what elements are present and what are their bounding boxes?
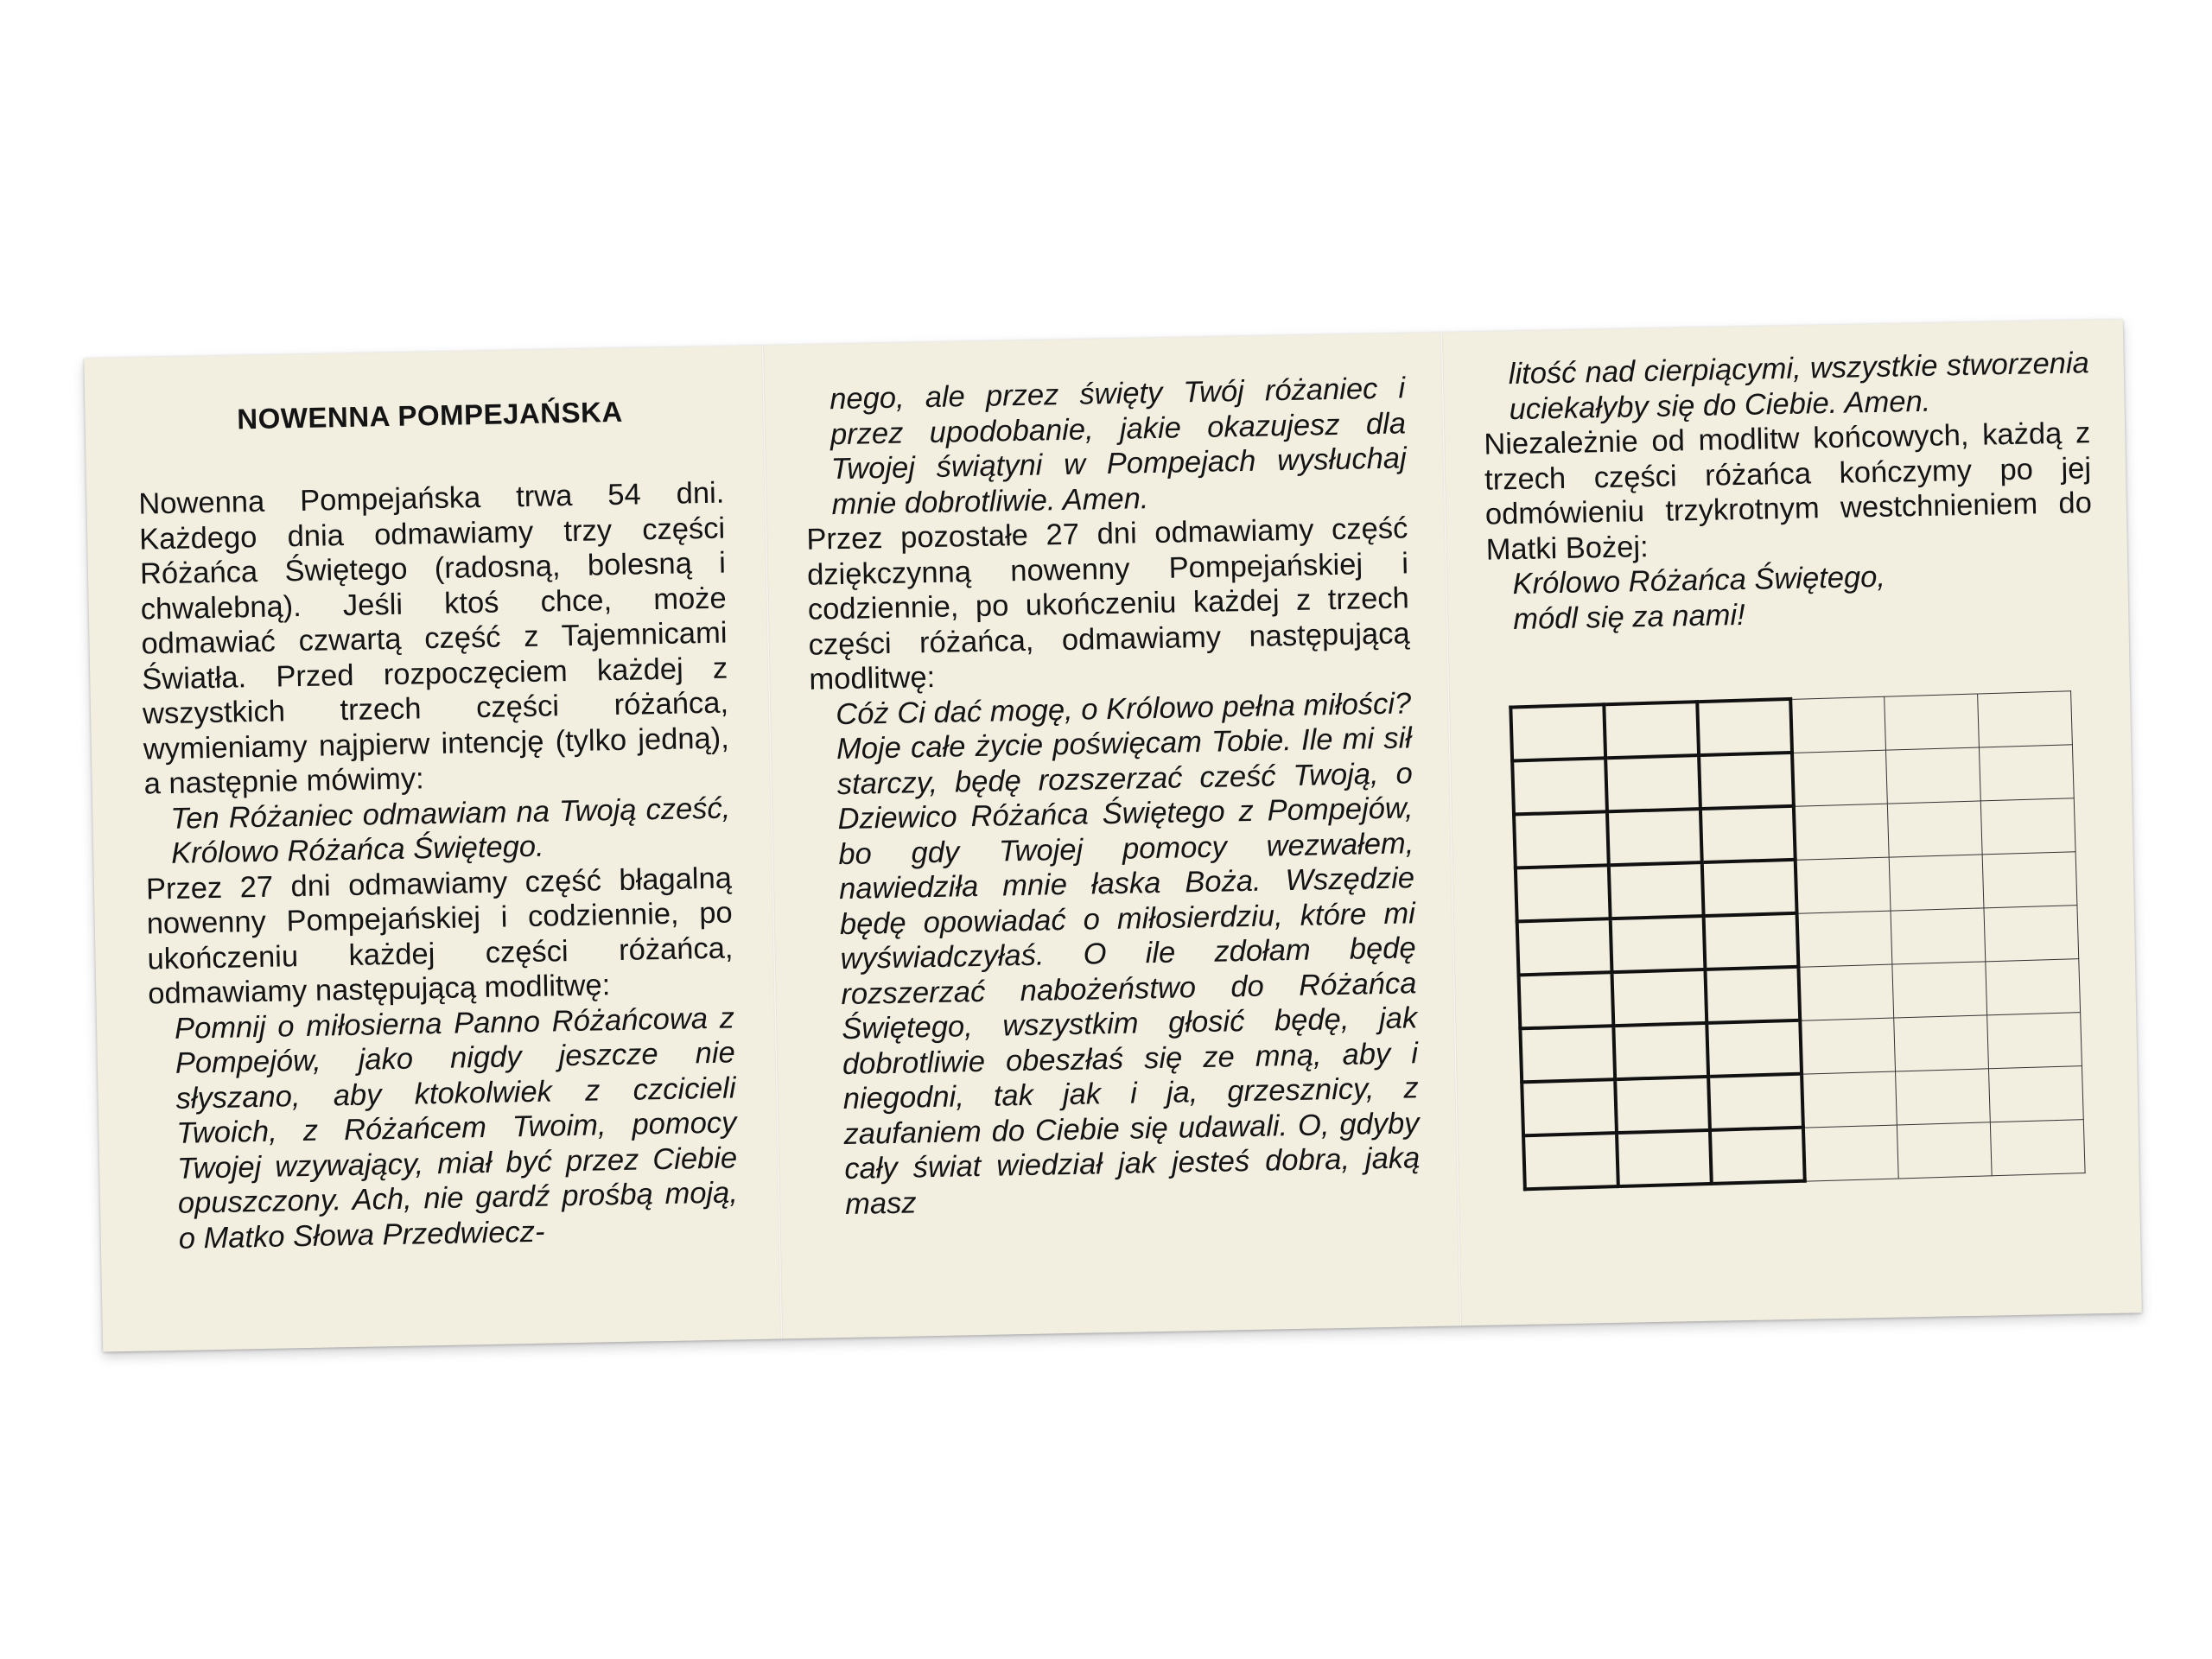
tracker-cell[interactable] [1884, 694, 1979, 750]
closing-prayer-line-2: módl się za nami! [1512, 598, 1746, 636]
tracker-cell[interactable] [1613, 1023, 1708, 1079]
tracker-cell[interactable] [1891, 961, 1986, 1017]
tracker-cell[interactable] [1520, 1026, 1615, 1082]
tracker-cell[interactable] [1803, 1125, 1898, 1181]
tracker-cell[interactable] [1988, 1065, 2083, 1122]
thanks-intro-paragraph: Przez pozostałe 27 dni odmawiamy część dziękczynną nowenny Pompejańskiej i codziennie, po ukończeniu każdej z trzech części różańca, odmawiamy następującą modlitwę: [805, 512, 1410, 696]
tracker-cell[interactable] [1802, 1071, 1897, 1128]
panel-left [84, 346, 782, 1352]
tracker-cell[interactable] [1707, 1020, 1802, 1077]
tracker-cell[interactable] [1986, 1012, 2082, 1068]
intention-prayer: Ten Różaniec odmawiam na Twoją cześć, Królowo Różańca Świętego. [170, 791, 731, 870]
tracker-cell[interactable] [1615, 1077, 1710, 1133]
tracker-cell[interactable] [1792, 750, 1887, 806]
petition-intro-paragraph: Przez 27 dni odmawiamy część błagalną nowenny Pompejańskiej i codziennie, po ukończeniu każdej części różańca, odmawiamy następującą modlitwę: [145, 861, 734, 1011]
petition-prayer-continued: nego, ale przez święty Twój różaniec i przez upodobanie, jakie okazujesz dla Twojej świątyni w Pompejach wysłuchaj mnie dobrotliwie. Amen. [829, 372, 1408, 521]
panel-right [1442, 319, 2142, 1325]
tracker-cell[interactable] [1604, 702, 1699, 758]
intro-paragraph: Nowenna Pompejańska trwa 54 dni. Każdego dnia odmawiamy trzy części Różańca Świętego (radosną, bolesną i chwalebną). Jeśli ktoś chce, może odmawiać czwartą część z Tajemnicami Światła. Przed rozpoczęciem każdej z wszystkich trzech części różańca, wymieniamy najpierw intencję (tylko jedną), a następnie mówimy: [138, 476, 730, 801]
tracker-cell[interactable] [1514, 811, 1609, 868]
tracker-cell[interactable] [1890, 907, 1985, 963]
tracker-cell[interactable] [1798, 964, 1893, 1020]
tracker-cell[interactable] [1704, 913, 1799, 969]
tracker-cell[interactable] [1512, 758, 1607, 814]
tracker-cell[interactable] [1697, 699, 1792, 755]
tracker-cell[interactable] [1897, 1122, 1992, 1178]
tracker-cell[interactable] [1796, 857, 1891, 913]
tracker-cell[interactable] [1790, 696, 1885, 753]
tracker-cell[interactable] [1990, 1119, 2085, 1175]
tracker-cell[interactable] [1710, 1128, 1805, 1184]
tracker-cell[interactable] [1700, 806, 1796, 862]
tracker-cell[interactable] [1979, 744, 2074, 800]
tracker-cell[interactable] [1794, 804, 1889, 860]
tracker-cell[interactable] [1887, 800, 1982, 856]
tracker-cell[interactable] [1800, 1018, 1895, 1074]
tracker-cell[interactable] [1605, 755, 1700, 811]
tracker-cell[interactable] [1705, 967, 1800, 1023]
tracker-cell[interactable] [1609, 862, 1704, 918]
tracker-cell[interactable] [1523, 1133, 1618, 1189]
tracker-cell[interactable] [1617, 1130, 1712, 1186]
day-tracker-grid [1509, 689, 2085, 1191]
tracker-cell[interactable] [1699, 753, 1794, 809]
tracker-cell[interactable] [1797, 911, 1892, 967]
panel-middle [763, 333, 1461, 1339]
tracker-cell[interactable] [1982, 851, 2077, 907]
novena-card [84, 319, 2142, 1351]
tracker-cell[interactable] [1893, 1014, 1988, 1071]
tracker-cell[interactable] [1519, 972, 1614, 1028]
tracker-cell[interactable] [1980, 798, 2075, 854]
tracker-cell[interactable] [1607, 809, 1702, 865]
tracker-cell[interactable] [1977, 690, 2072, 747]
closing-intro-paragraph: Niezależnie od modlitw końcowych, każdą z trzech części różańca kończymy po jej odmówieniu trzykrotnym westchnieniem do Matki Bożej: [1484, 416, 2093, 567]
tracker-cell[interactable] [1611, 916, 1706, 972]
tracker-cell[interactable] [1517, 918, 1612, 975]
tracker-cell[interactable] [1702, 860, 1797, 916]
closing-prayer-line-1: Królowo Różańca Świętego, [1512, 560, 1886, 601]
tracker-cell[interactable] [1983, 905, 2078, 961]
thanks-prayer-continued: litość nad cierpiącymi, wszystkie stworzenia uciekałyby się do Ciebie. Amen. [1508, 346, 2090, 426]
tracker-cell[interactable] [1516, 865, 1611, 921]
petition-prayer: Pomnij o miłosierna Panno Różańcowa z Pompejów, jako nigdy jeszcze nie słyszano, aby ktokolwiek z czcicieli Twoich, z Różańcem Twoim, pomocy Twojej wzywający, miał być przez Ciebie opuszczony. Ach, nie gardź prośbą moją, o Matko Słowa Przedwiecz- [174, 1001, 739, 1255]
tracker-cell[interactable] [1708, 1074, 1803, 1130]
tracker-cell[interactable] [1611, 969, 1707, 1026]
thanks-prayer: Cóż Ci dać mogę, o Królowo pełna miłości? Moje całe życie poświęcam Tobie. Ile mi sił starczy, będę rozszerzać cześć Twoją, o Dziewico Różańca Świętego z Pompejów, bo gdy Twojej pomocy wezwałem, nawiedziła mnie łaska Boża. Wszędzie będę opowiadać o miłosierdziu, które mi wyświadczyłaś. O ile zdołam będę rozszerzać nabożeństwo do Różańca Świętego, wszystkim głosić będę, jak dobrotliwie obeszłaś się ze mną, aby i niegodni, tak jak i ja, grzesznicy, z zaufaniem do Ciebie się udawali. O, gdyby cały świat wiedział jak jesteś dobra, jaką masz [835, 686, 1421, 1221]
tracker-cell[interactable] [1985, 958, 2080, 1014]
tracker-cell[interactable] [1510, 704, 1605, 760]
card-title: NOWENNA POMPEJAŃSKA [236, 395, 624, 435]
tracker-cell[interactable] [1522, 1079, 1617, 1135]
tracker-cell[interactable] [1895, 1068, 1990, 1124]
tracker-cell[interactable] [1885, 747, 1980, 803]
tracker-cell[interactable] [1889, 854, 1984, 910]
